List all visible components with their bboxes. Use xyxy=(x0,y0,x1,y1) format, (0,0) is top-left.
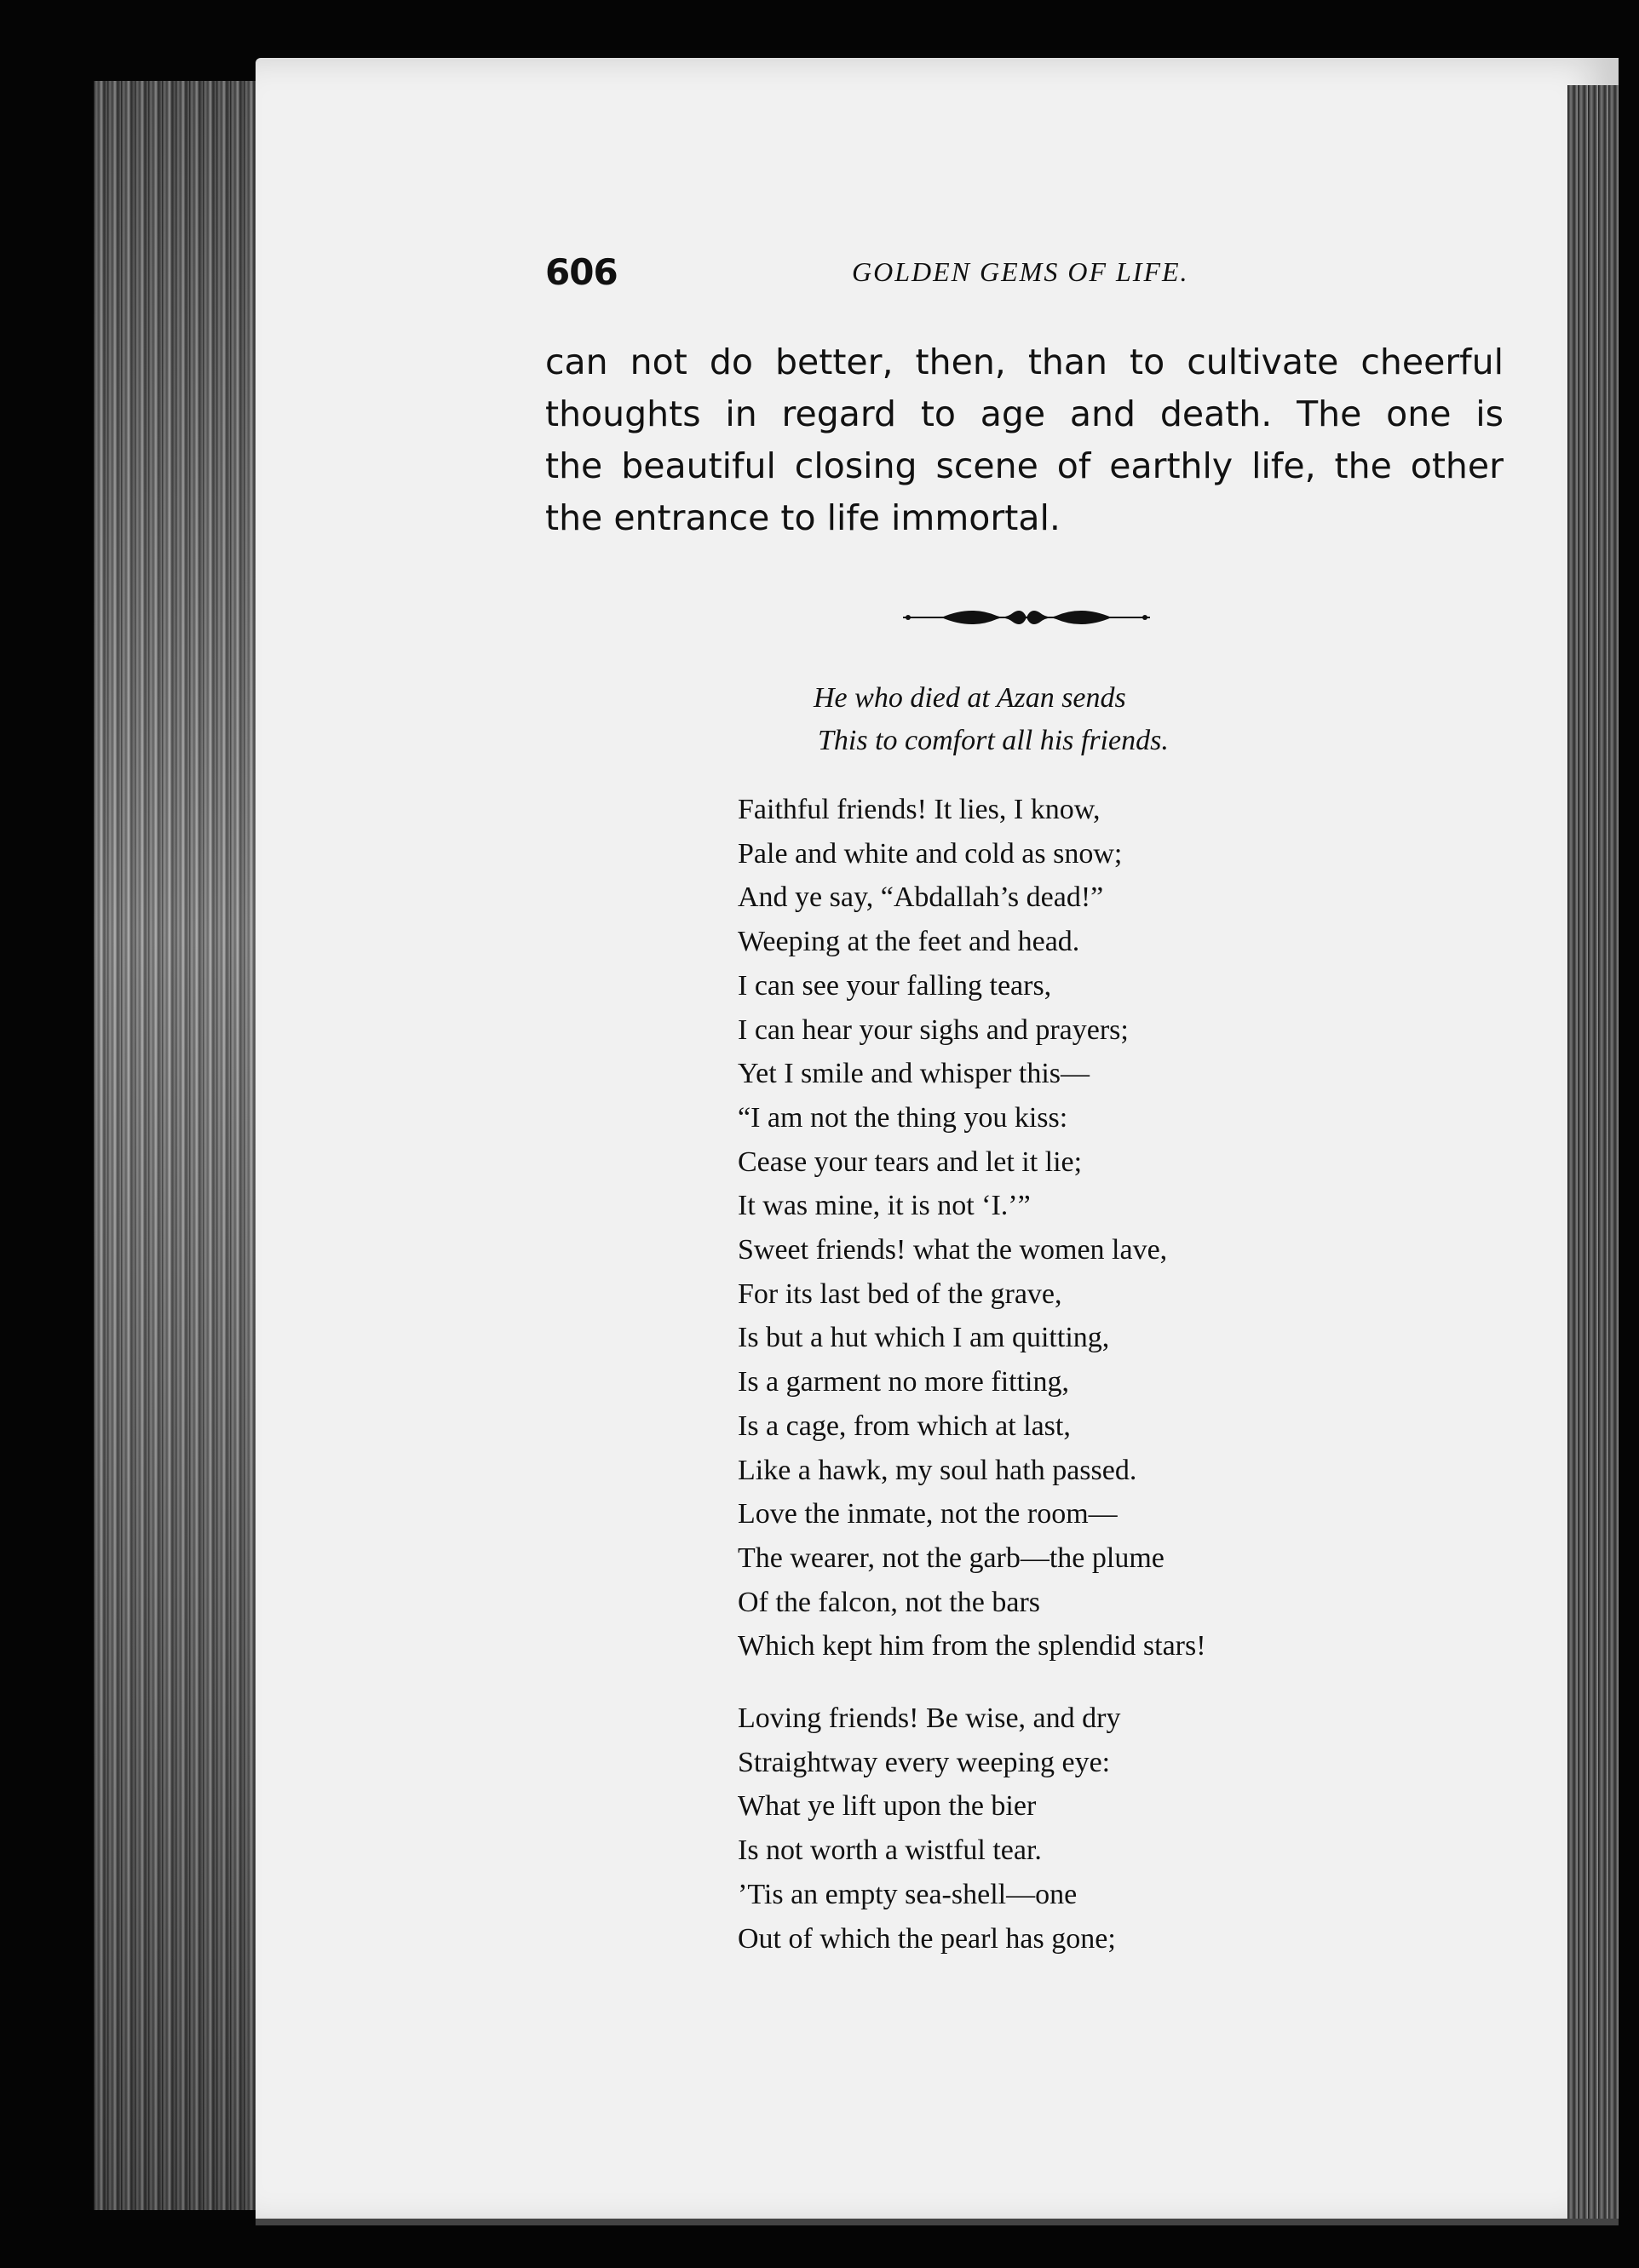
prose-line: the beautiful closing scene of earthly life, the other xyxy=(545,445,1504,486)
poem-line: Love the inmate, not the room— xyxy=(738,1498,1118,1530)
page-header xyxy=(545,251,1508,302)
epigraph-line: He who died at Azan sends xyxy=(814,682,1126,714)
poem-stanza-2 xyxy=(738,1697,1504,1961)
ornament-divider-icon xyxy=(903,600,1150,634)
poem-line: Faithful friends! It lies, I know, xyxy=(738,794,1101,825)
prose-paragraph xyxy=(545,336,1504,544)
poem-line: Is a cage, from which at last, xyxy=(738,1410,1071,1442)
page-number: 606 xyxy=(545,251,618,293)
poem-line: Of the falcon, not the bars xyxy=(738,1586,1040,1618)
poem-line: I can see your falling tears, xyxy=(738,969,1052,1002)
poem-line: Is a garment no more fitting, xyxy=(738,1366,1070,1398)
epigraph xyxy=(814,677,1325,762)
book-bottom-edge xyxy=(256,2219,1619,2225)
poem-line: Is but a hut which I am quitting, xyxy=(738,1322,1110,1354)
running-title: GOLDEN GEMS OF LIFE. xyxy=(852,256,1189,287)
poem-line: For its last bed of the grave, xyxy=(738,1278,1062,1310)
poem-line: Like a hawk, my soul hath passed. xyxy=(738,1454,1137,1486)
poem-line: Sweet friends! what the women lave, xyxy=(738,1234,1168,1266)
poem-line: I can hear your sighs and prayers; xyxy=(738,1013,1129,1046)
poem-stanza-1 xyxy=(738,788,1504,1668)
prose-line: can not do better, then, than to cultivate cheerful xyxy=(545,342,1504,382)
book-right-edge xyxy=(1567,85,1619,2223)
prose-line: the entrance to life immortal. xyxy=(545,497,1061,538)
poem-line: The wearer, not the garb—the plume xyxy=(738,1542,1165,1574)
poem-line: Which kept him from the splendid stars! xyxy=(738,1630,1206,1662)
poem-line: Pale and white and cold as snow; xyxy=(738,837,1123,870)
prose-line: thoughts in regard to age and death. The one is xyxy=(545,393,1504,434)
poem-line: What ye lift upon the bier xyxy=(738,1790,1037,1823)
poem-line: And ye say, “Abdallah’s dead!” xyxy=(738,881,1104,914)
poem-line: Out of which the pearl has gone; xyxy=(738,1922,1116,1955)
poem-line: “I am not the thing you kiss: xyxy=(738,1101,1068,1134)
poem-line: Is not worth a wistful tear. xyxy=(738,1834,1042,1867)
poem-line: Loving friends! Be wise, and dry xyxy=(738,1702,1121,1734)
epigraph-line: This to comfort all his friends. xyxy=(818,725,1169,756)
poem-line: Cease your tears and let it lie; xyxy=(738,1145,1083,1178)
poem-line: Weeping at the feet and head. xyxy=(738,926,1080,958)
poem-line: Straightway every weeping eye: xyxy=(738,1746,1111,1778)
poem-line: It was mine, it is not ‘I.’” xyxy=(738,1190,1031,1222)
poem-line: ’Tis an empty sea-shell—one xyxy=(738,1878,1078,1910)
poem-line: Yet I smile and whisper this— xyxy=(738,1058,1090,1090)
book-edge-shadow xyxy=(94,81,273,2210)
